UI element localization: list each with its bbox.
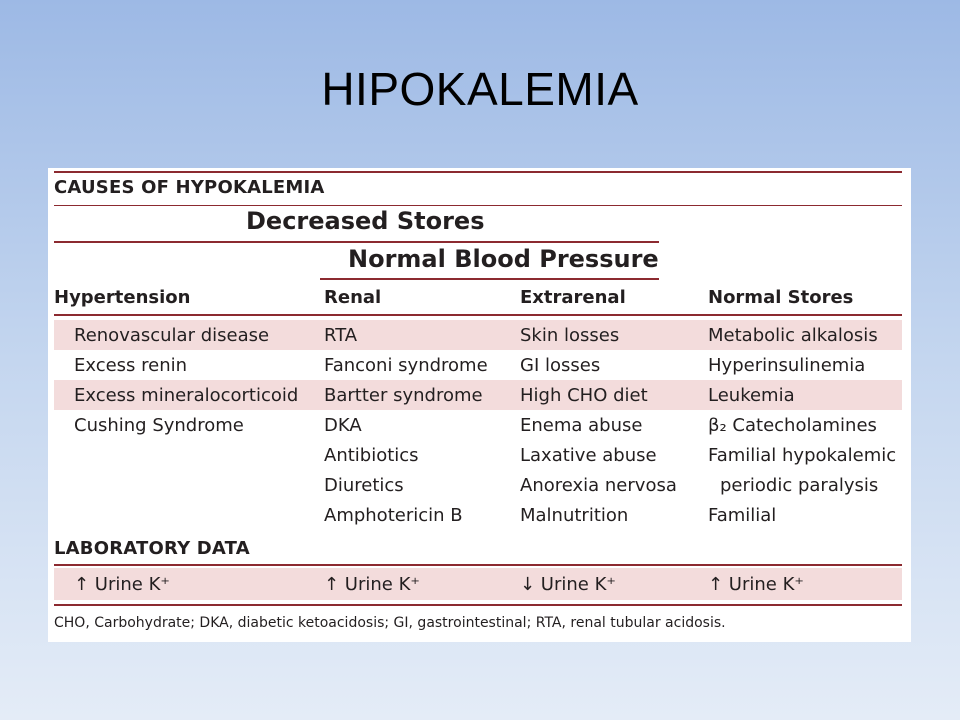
col-header-normal-stores: Normal Stores <box>708 287 854 308</box>
hypokalemia-table <box>48 168 911 642</box>
lab-value-normal-stores: ↑ Urine K⁺ <box>708 574 804 595</box>
lab-rule-bottom <box>54 604 902 606</box>
cell-r1-c3: Skin losses <box>520 325 620 346</box>
cell-r7-c2: Amphotericin B <box>324 505 463 526</box>
cell-r3-c3: High CHO diet <box>520 385 648 406</box>
cell-r4-c2: DKA <box>324 415 362 436</box>
table-footnote: CHO, Carbohydrate; DKA, diabetic ketoacidosis; GI, gastrointestinal; RTA, renal tubular acidosis. <box>54 615 726 631</box>
lab-value-extrarenal: ↓ Urine K⁺ <box>520 574 616 595</box>
cell-r1-c4: Metabolic alkalosis <box>708 325 878 346</box>
cell-r4-c3: Enema abuse <box>520 415 643 436</box>
col-header-extrarenal: Extrarenal <box>520 287 626 308</box>
lab-rule-top <box>54 564 902 566</box>
group-rule <box>54 241 659 243</box>
cell-r7-c3: Malnutrition <box>520 505 629 526</box>
cell-r2-c1: Excess renin <box>74 355 188 376</box>
lab-value-renal: ↑ Urine K⁺ <box>324 574 420 595</box>
lab-section-label: LABORATORY DATA <box>54 538 250 559</box>
cell-r5-c4: Familial hypokalemic <box>708 445 897 466</box>
cell-r7-c4: Familial <box>708 505 777 526</box>
subgroup-header-normal-bp: Normal Blood Pressure <box>348 245 659 273</box>
cell-r2-c2: Fanconi syndrome <box>324 355 488 376</box>
cell-r5-c3: Laxative abuse <box>520 445 657 466</box>
lab-value-hypertension: ↑ Urine K⁺ <box>74 574 170 595</box>
cell-r3-c1: Excess mineralocorticoid <box>74 385 299 406</box>
slide-title: HIPOKALEMIA <box>321 63 639 115</box>
header-rule <box>54 314 902 316</box>
cell-r2-c4: Hyperinsulinemia <box>708 355 866 376</box>
subgroup-rule <box>320 278 659 280</box>
cell-r1-c2: RTA <box>324 325 358 346</box>
top-rule <box>54 171 902 173</box>
cell-r3-c4: Leukemia <box>708 385 795 406</box>
cell-r2-c3: GI losses <box>520 355 601 376</box>
group-header-decreased-stores: Decreased Stores <box>246 207 485 235</box>
cell-r6-c4: periodic paralysis <box>720 475 879 496</box>
cell-r4-c4: β₂ Catecholamines <box>708 415 877 436</box>
cell-r6-c2: Diuretics <box>324 475 404 496</box>
caption-rule <box>54 205 902 206</box>
col-header-hypertension: Hypertension <box>54 287 191 308</box>
cell-r4-c1: Cushing Syndrome <box>74 415 244 436</box>
col-header-renal: Renal <box>324 287 382 308</box>
cell-r5-c2: Antibiotics <box>324 445 419 466</box>
cell-r3-c2: Bartter syndrome <box>324 385 483 406</box>
cell-r1-c1: Renovascular disease <box>74 325 270 346</box>
cell-r6-c3: Anorexia nervosa <box>520 475 677 496</box>
table-caption: CAUSES OF HYPOKALEMIA <box>54 177 325 198</box>
